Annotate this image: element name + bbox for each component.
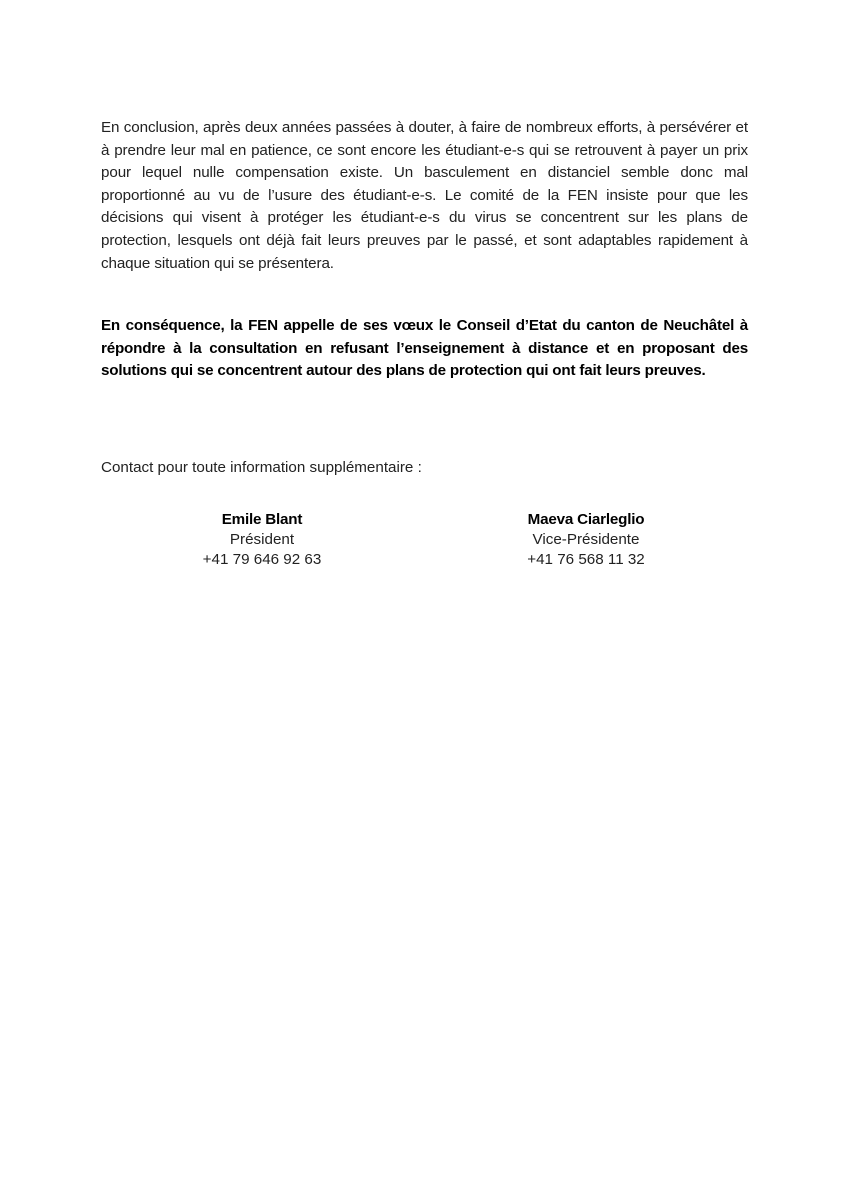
consequence-paragraph: En conséquence, la FEN appelle de ses vœux le Conseil d’Etat du canton de Neuchâtel à répondre à la consultation en refusant l’enseignement à distance et en proposant des solutions qui se concentrent autour des plans de protection qui ont fait leurs preuves. — [101, 317, 748, 380]
signatory-role: Vice-Présidente — [532, 531, 640, 548]
signatory-name: Maeva Ciarleglio — [527, 511, 645, 528]
signatory-name: Emile Blant — [221, 511, 303, 528]
signatory-role: Président — [229, 531, 295, 548]
signatory-phone: +41 79 646 92 63 — [202, 551, 322, 568]
signatory-president — [142, 510, 382, 570]
contact-label: Contact pour toute information supplémentaire : — [101, 459, 422, 476]
conclusion-paragraph: En conclusion, après deux années passées à douter, à faire de nombreux efforts, à persévérer et à prendre leur mal en patience, ce sont encore les étudiant-e-s qui se retrouvent à payer un prix pour lequel nulle compensation existe. Un basculement en distanciel semble donc mal proportionné au vu de l’usure des étudiant-e-s. Le comité de la FEN insiste pour que les décisions qui visent à protéger les étudiant-e-s du virus se concentrent sur les plans de protection, lesquels ont déjà fait leurs preuves par le passé, et sont adaptables rapidement à chaque situation qui se présentera. — [101, 119, 748, 272]
signatory-phone: +41 76 568 11 32 — [527, 551, 645, 568]
signatory-vice-president — [466, 510, 706, 570]
